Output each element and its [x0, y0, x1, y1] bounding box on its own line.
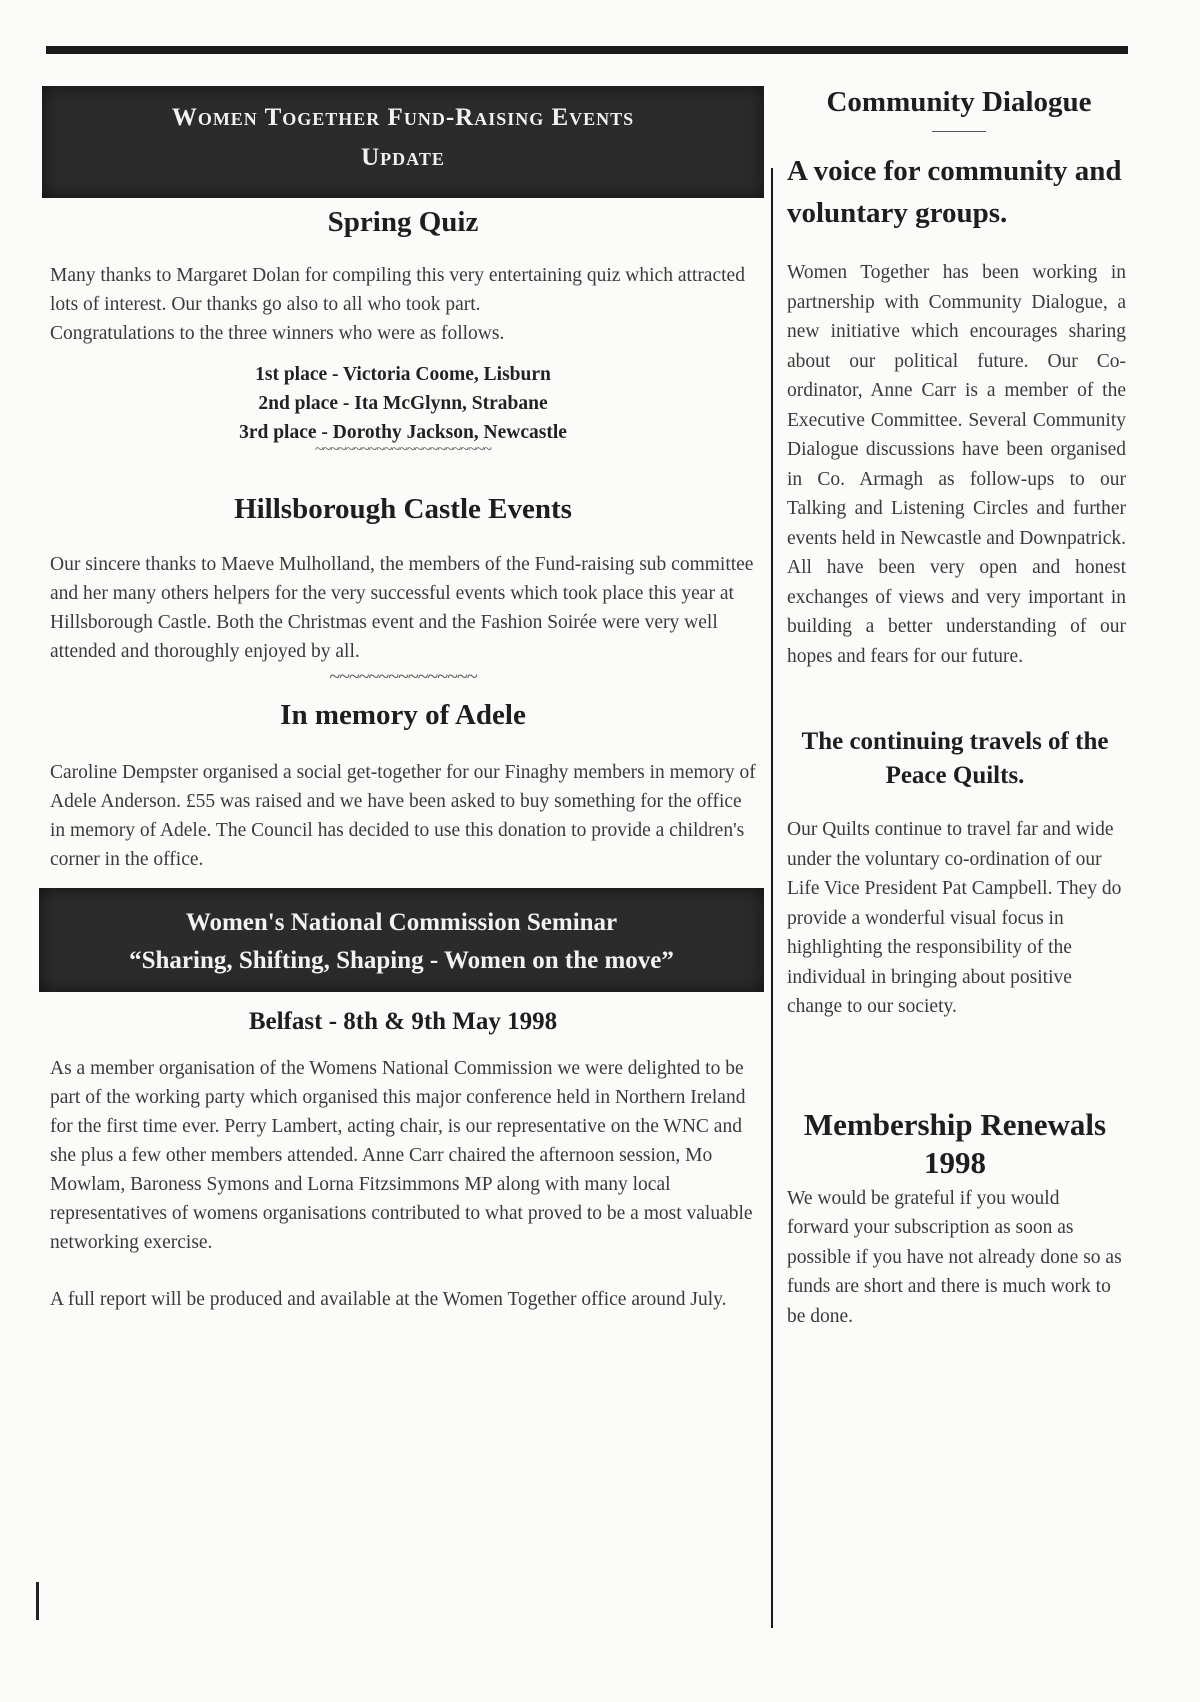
section-subtitle: A voice for community and voluntary groups. [787, 155, 1122, 229]
peace-quilts-section [780, 725, 1130, 1022]
title-line: Membership Renewals [803, 1106, 1107, 1142]
banner-title-line1: Women's National Commission Seminar [185, 909, 618, 936]
section-title: Hillsborough Castle Events [234, 493, 572, 525]
top-rule [46, 46, 1128, 54]
margin-mark [36, 1582, 39, 1620]
separator: ~~~~~~~~~~~~~~~~~~~~~~~ [314, 441, 492, 458]
paragraph: Caroline Dempster organised a social get-together for our Finaghy members in memory of Adele Anderson. £55 was raised and we have been asked to buy something for the office in memory of Adele. The Council has decided to use this donation to provide a children's corner in the office. [50, 762, 756, 870]
banner-title-line1: Women Together Fund-Raising Events [171, 104, 635, 131]
adele-section [42, 699, 764, 874]
section-title: In memory of Adele [280, 699, 526, 731]
separator: ~~~~~~~~~~~~~~~ [329, 666, 477, 688]
column-divider [771, 168, 773, 1628]
membership-section [780, 1106, 1130, 1332]
seminar-section [42, 1008, 764, 1314]
fundraising-banner [42, 86, 764, 198]
paragraph: As a member organisation of the Womens National Commission we were delighted to be part of the working party which organised this major conference held in Northern Ireland for the first time ever. Perry Lambert, acting chair, is our representative on the WNC and she plus a few other members attended. Anne Carr chaired the afternoon session, Mo Mowlam, Baroness Symons and Lorna Fitzsimmons MP along with many local representatives of womens organisations contributed to what proved to be a most valuable networking exercise. [50, 1058, 753, 1253]
paragraph: Many thanks to Margaret Dolan for compiling this very entertaining quiz which attracted lots of interest. Our thanks go also to all who took part. [50, 265, 745, 315]
paragraph: Women Together has been working in partnership with Community Dialogue, a new initiative which encourages sharing about our political future. Our Co-ordinator, Anne Carr is a member of the Executive Committee. Several Community Dialogue discussions have been organised in Co. Armagh as follow-ups to our Talking and Listening Circles and further events held in Newcastle and Downpatrick. All have been very open and honest exchanges of views and very important in building a better understanding of our hopes and fears for our future. [787, 262, 1126, 667]
community-dialogue-section [780, 86, 1130, 671]
paragraph: A full report will be produced and available at the Women Together office around July. [50, 1289, 727, 1310]
list-item: 1st place - Victoria Coome, Lisburn [255, 364, 551, 385]
section-title: Spring Quiz [327, 206, 479, 238]
title-line: 1998 [924, 1144, 986, 1180]
banner-title-line2: Update [361, 144, 445, 171]
right-column [780, 86, 1130, 1331]
section-title: Community Dialogue [826, 86, 1092, 118]
paragraph: We would be grateful if you would forward your subscription as soon as possible if you have not already done so as funds are short and there is much work to be done. [787, 1187, 1122, 1327]
banner-title-line2: “Sharing, Shifting, Shaping - Women on the move” [129, 947, 674, 974]
section-title: The continuing travels of the Peace Quilts. [801, 728, 1109, 789]
list-item: 3rd place - Dorothy Jackson, Newcastle [239, 422, 567, 443]
left-column [42, 86, 764, 1314]
section-title [780, 1106, 1130, 1182]
paragraph: Our sincere thanks to Maeve Mulholland, the members of the Fund-raising sub committee and her many others helpers for the very successful events which took place this year at Hillsborough Castle. Both the Christmas event and the Fashion Soirée were very well attended and thoroughly enjoyed by all. [50, 554, 754, 662]
winners-list [42, 360, 764, 447]
spring-quiz-section [42, 206, 764, 459]
paragraph: Congratulations to the three winners who were as follows. [50, 323, 505, 344]
title-divider [932, 131, 986, 132]
seminar-banner [39, 888, 764, 992]
seminar-date: Belfast - 8th & 9th May 1998 [248, 1008, 558, 1035]
list-item: 2nd place - Ita McGlynn, Strabane [258, 393, 548, 414]
paragraph: Our Quilts continue to travel far and wide under the voluntary co-ordination of our Life Vice President Pat Campbell. They do provide a wonderful visual focus in highlighting the responsibility of the individual in bringing about positive change to our society. [787, 819, 1122, 1017]
hillsborough-section [42, 493, 764, 689]
